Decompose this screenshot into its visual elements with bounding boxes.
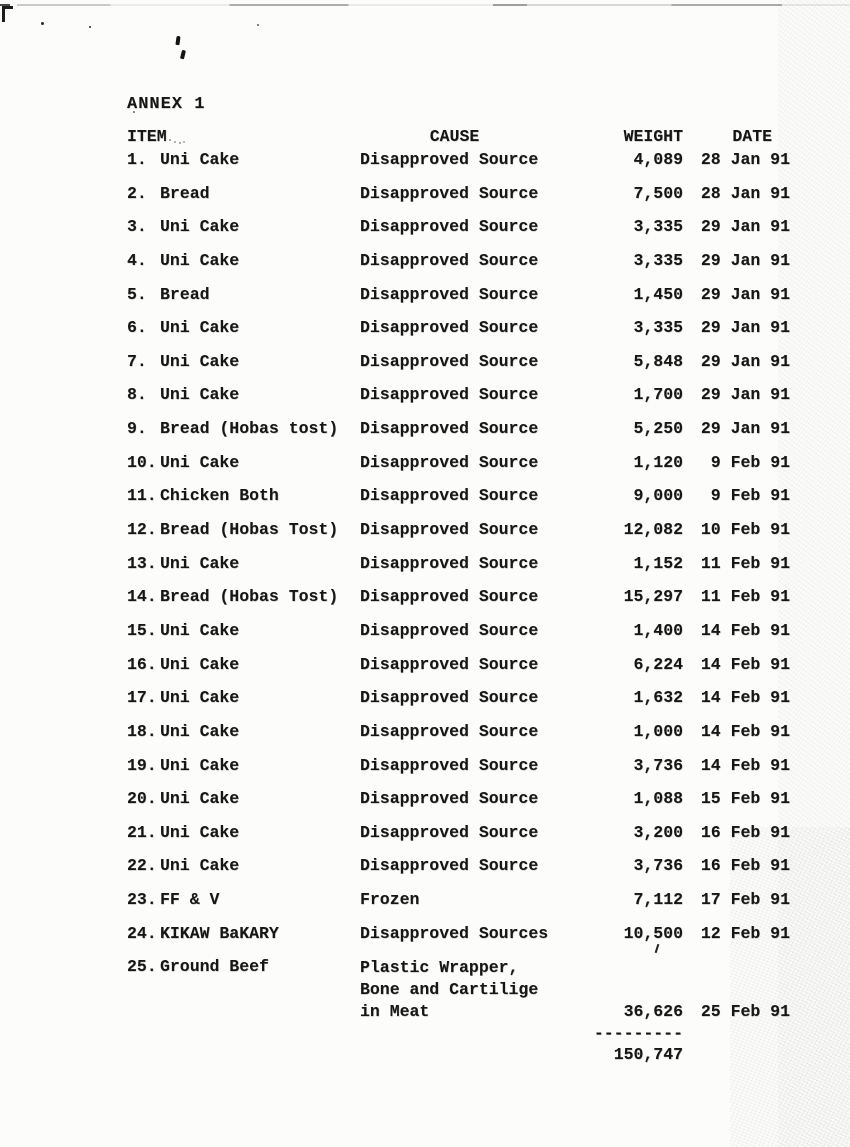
- row-number: 1.: [127, 150, 147, 169]
- weight-value: 7,500: [633, 183, 683, 203]
- item-name: Uni Cake: [160, 318, 240, 338]
- cause-text: Disapproved Source: [360, 620, 539, 640]
- date-value: 16 Feb 91: [700, 822, 790, 842]
- row-number: 6.: [127, 318, 147, 338]
- weight-value: 4,089: [633, 150, 683, 169]
- table-row: [127, 419, 817, 453]
- weight-value: 3,335: [633, 217, 683, 237]
- cause-text: Disapproved Source: [360, 856, 539, 876]
- date-value: 29 Jan 91: [700, 351, 790, 371]
- date-value: 29 Jan 91: [700, 284, 790, 304]
- date-value: 16 Feb 91: [700, 856, 790, 876]
- row-number: 12.: [127, 520, 157, 540]
- item-name: Uni Cake: [160, 553, 240, 573]
- cause-text: Disapproved Source: [360, 486, 539, 506]
- item-name: Chicken Both: [160, 486, 279, 506]
- cause-text: Disapproved Source: [360, 789, 539, 809]
- cause-text: Disapproved Source: [360, 654, 539, 674]
- table-row: [127, 486, 817, 520]
- date-value: 29 Jan 91: [700, 217, 790, 237]
- item-name: FF & V: [160, 890, 220, 910]
- item-name: Bread: [160, 284, 210, 304]
- item-name: Bread (Hobas Tost): [160, 520, 339, 540]
- scan-line-artifact: [0, 4, 850, 6]
- item-name: Bread: [160, 183, 210, 203]
- total-weight: 150,747: [613, 1045, 683, 1065]
- weight-value: 3,200: [633, 822, 683, 842]
- item-name: KIKAW BaKARY: [160, 923, 279, 943]
- row-number: 3.: [127, 217, 147, 237]
- weight-value: 1,632: [633, 688, 683, 708]
- weight-value: 3,736: [633, 856, 683, 876]
- row-number: 23.: [127, 890, 157, 910]
- row-number: 24.: [127, 923, 157, 943]
- table-row: [127, 856, 817, 890]
- header-date: DATE: [732, 127, 772, 146]
- item-name: Uni Cake: [160, 385, 240, 405]
- weight-value: 12,082: [623, 520, 683, 540]
- cause-text: Disapproved Source: [360, 318, 539, 338]
- weight-value: 3,335: [633, 318, 683, 338]
- cause-line: in Meat: [360, 1002, 430, 1022]
- cause-text: Disapproved Source: [360, 183, 539, 203]
- row-number: 8.: [127, 385, 147, 405]
- item-name: Uni Cake: [160, 620, 240, 640]
- table-row: [127, 184, 817, 218]
- table-row: [127, 688, 817, 722]
- cause-text: Frozen: [360, 890, 420, 910]
- ink-tick-artifact: [180, 50, 186, 60]
- item-name: Uni Cake: [160, 351, 240, 371]
- date-value: 25 Feb 91: [700, 1002, 790, 1022]
- table-row: [127, 890, 817, 924]
- item-name: Uni Cake: [160, 721, 240, 741]
- date-value: 11 Feb 91: [700, 587, 790, 607]
- weight-value: 1,152: [633, 553, 683, 573]
- date-value: 11 Feb 91: [700, 553, 790, 573]
- date-value: 17 Feb 91: [700, 890, 790, 910]
- item-name: Uni Cake: [160, 856, 240, 876]
- date-value: 28 Jan 91: [700, 150, 790, 169]
- weight-value: 1,120: [633, 452, 683, 472]
- item-name: Uni Cake: [160, 452, 240, 472]
- cause-text: Disapproved Sources: [360, 923, 549, 943]
- weight-value: 36,626: [623, 1002, 683, 1022]
- row-number: 11.: [127, 486, 157, 506]
- cause-text: [360, 957, 605, 1023]
- cause-text: Disapproved Source: [360, 385, 539, 405]
- row-number: 14.: [127, 587, 157, 607]
- cause-text: Disapproved Source: [360, 688, 539, 708]
- cause-text: Disapproved Source: [360, 351, 539, 371]
- header-cause: CAUSE: [429, 127, 480, 146]
- date-value: 29 Jan 91: [700, 318, 790, 338]
- cause-text: Disapproved Source: [360, 250, 539, 270]
- row-number: 19.: [127, 755, 157, 775]
- table-body: [127, 150, 817, 1023]
- row-number: 4.: [127, 250, 147, 270]
- row-number: 25.: [127, 957, 157, 977]
- date-value: 14 Feb 91: [700, 620, 790, 640]
- cause-text: Disapproved Source: [360, 822, 539, 842]
- weight-value: 1,000: [633, 721, 683, 741]
- weight-value: 1,088: [633, 789, 683, 809]
- cause-text: Disapproved Source: [360, 553, 539, 573]
- row-number: 17.: [127, 688, 157, 708]
- table-row: [127, 554, 817, 588]
- header-weight: WEIGHT: [623, 127, 683, 146]
- annex-table: [127, 128, 817, 1065]
- item-name: Ground Beef: [160, 957, 269, 977]
- date-value: 29 Jan 91: [700, 419, 790, 439]
- cause-text: Disapproved Source: [360, 721, 539, 741]
- weight-value: 6,224: [633, 654, 683, 674]
- date-value: 29 Jan 91: [700, 385, 790, 405]
- header-item: ITEM: [127, 127, 167, 146]
- item-name: Uni Cake: [160, 688, 240, 708]
- weight-value: 1,700: [633, 385, 683, 405]
- date-value: 15 Feb 91: [700, 789, 790, 809]
- row-number: 15.: [127, 620, 157, 640]
- table-row: [127, 722, 817, 756]
- total-separator: ---------: [593, 1024, 683, 1044]
- date-value: 14 Feb 91: [700, 755, 790, 775]
- cause-line: Plastic Wrapper,: [360, 958, 519, 978]
- table-row: [127, 453, 817, 487]
- date-value: 14 Feb 91: [700, 688, 790, 708]
- date-value: 12 Feb 91: [700, 923, 790, 943]
- item-name: Bread (Hobas Tost): [160, 587, 339, 607]
- table-row: [127, 251, 817, 285]
- item-name: Uni Cake: [160, 822, 240, 842]
- table-row: [127, 621, 817, 655]
- row-number: 13.: [127, 553, 157, 573]
- table-row: [127, 150, 817, 184]
- cause-line: Bone and Cartilige: [360, 980, 539, 1000]
- date-value: 28 Jan 91: [700, 183, 790, 203]
- table-row: [127, 318, 817, 352]
- item-name: Uni Cake: [160, 755, 240, 775]
- cause-text: Disapproved Source: [360, 755, 539, 775]
- item-name: Uni Cake: [160, 654, 240, 674]
- row-number: 22.: [127, 856, 157, 876]
- weight-value: 15,297: [623, 587, 683, 607]
- table-row: [127, 385, 817, 419]
- weight-value: 5,848: [633, 351, 683, 371]
- annex-title: ANNEX 1: [127, 95, 206, 114]
- cause-text: Disapproved Source: [360, 284, 539, 304]
- speck-artifact: [89, 26, 91, 28]
- table-row: [127, 957, 817, 1023]
- item-name: Uni Cake: [160, 217, 240, 237]
- table-row: [127, 823, 817, 857]
- weight-value: 1,400: [633, 620, 683, 640]
- table-row: [127, 789, 817, 823]
- item-name: Uni Cake: [160, 789, 240, 809]
- weight-value: 3,335: [633, 250, 683, 270]
- weight-value: 3,736: [633, 755, 683, 775]
- row-number: 7.: [127, 351, 147, 371]
- date-value: 9 Feb 91: [710, 486, 790, 506]
- cause-text: Disapproved Source: [360, 587, 539, 607]
- weight-value: 5,250: [633, 419, 683, 439]
- row-number: 2.: [127, 183, 147, 203]
- total-block: [593, 1023, 683, 1065]
- table-row: [127, 655, 817, 689]
- row-number: 10.: [127, 452, 157, 472]
- row-number: 18.: [127, 721, 157, 741]
- row-number: 16.: [127, 654, 157, 674]
- row-number: 9.: [127, 419, 147, 439]
- table-row: [127, 352, 817, 386]
- cause-text: Disapproved Source: [360, 419, 539, 439]
- item-name: Uni Cake: [160, 250, 240, 270]
- cause-text: Disapproved Source: [360, 520, 539, 540]
- date-value: 29 Jan 91: [700, 250, 790, 270]
- weight-value: 9,000: [633, 486, 683, 506]
- row-number: 20.: [127, 789, 157, 809]
- table-row: [127, 285, 817, 319]
- item-name: Uni Cake: [160, 150, 240, 169]
- weight-value: 7,112: [633, 890, 683, 910]
- row-number: 21.: [127, 822, 157, 842]
- corner-mark-artifact: [2, 6, 13, 22]
- table-row: [127, 924, 817, 958]
- table-row: [127, 217, 817, 251]
- table-row: [127, 756, 817, 790]
- cause-text: Disapproved Source: [360, 217, 539, 237]
- ink-tick-artifact: [175, 36, 180, 45]
- date-value: 14 Feb 91: [700, 721, 790, 741]
- item-name: Bread (Hobas tost): [160, 419, 339, 439]
- table-header-row: [127, 128, 817, 150]
- speck-artifact: [41, 22, 44, 25]
- weight-value: 1,450: [633, 284, 683, 304]
- weight-value: 10,500: [623, 923, 683, 943]
- table-row: [127, 520, 817, 554]
- date-value: 14 Feb 91: [700, 654, 790, 674]
- row-number: 5.: [127, 284, 147, 304]
- date-value: 10 Feb 91: [700, 520, 790, 540]
- cause-text: Disapproved Source: [360, 150, 539, 169]
- cause-text: Disapproved Source: [360, 452, 539, 472]
- speck-artifact: [257, 24, 259, 26]
- table-row: [127, 587, 817, 621]
- date-value: 9 Feb 91: [710, 452, 790, 472]
